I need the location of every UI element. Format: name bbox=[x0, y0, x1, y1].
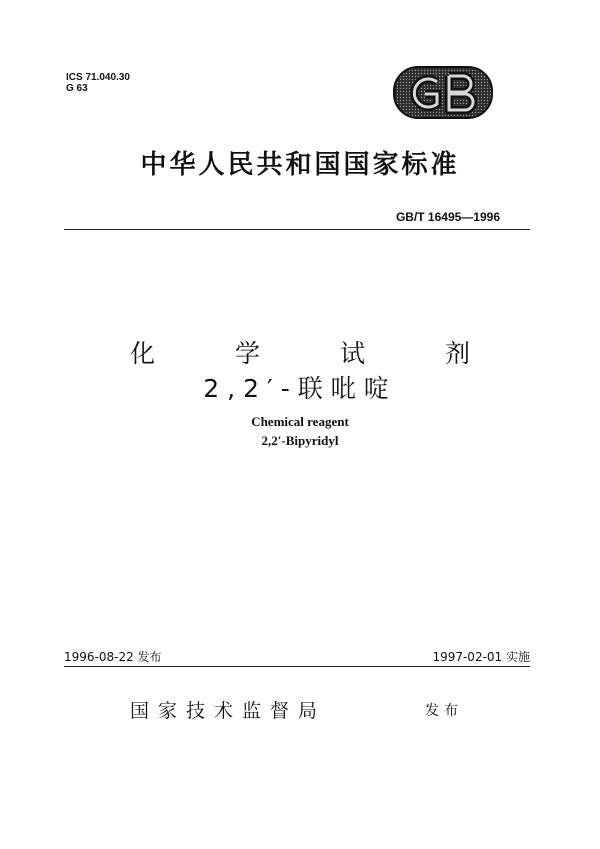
cn-title-char: 试 bbox=[339, 339, 365, 368]
cn-title-char: 化 bbox=[130, 339, 156, 368]
chinese-title-line2: 2,2′-联吡啶 bbox=[203, 374, 397, 403]
english-title-line1: Chemical reagent bbox=[251, 414, 349, 429]
bottom-divider bbox=[64, 666, 530, 667]
issue-date: 1996-08-22 发布 bbox=[64, 650, 162, 664]
ics-code-block bbox=[66, 72, 130, 94]
top-divider bbox=[64, 229, 530, 230]
issuing-authority-suffix: 发布 bbox=[425, 703, 463, 719]
implementation-date: 1997-02-01 实施 bbox=[432, 650, 530, 664]
chinese-title-line1 bbox=[130, 334, 470, 370]
gb-logo-icon bbox=[393, 66, 493, 119]
standard-title: 中华人民共和国国家标准 bbox=[140, 150, 460, 180]
classification-code: G 63 bbox=[66, 83, 88, 94]
english-title-line2: 2,2′-Bipyridyl bbox=[261, 433, 339, 448]
ics-code: ICS 71.040.30 bbox=[66, 72, 130, 83]
standard-number: GB/T 16495—1996 bbox=[395, 210, 500, 224]
cn-title-char: 学 bbox=[234, 339, 260, 368]
issuing-authority: 国家技术监督局 bbox=[130, 700, 327, 722]
cn-title-char: 剂 bbox=[444, 339, 470, 368]
